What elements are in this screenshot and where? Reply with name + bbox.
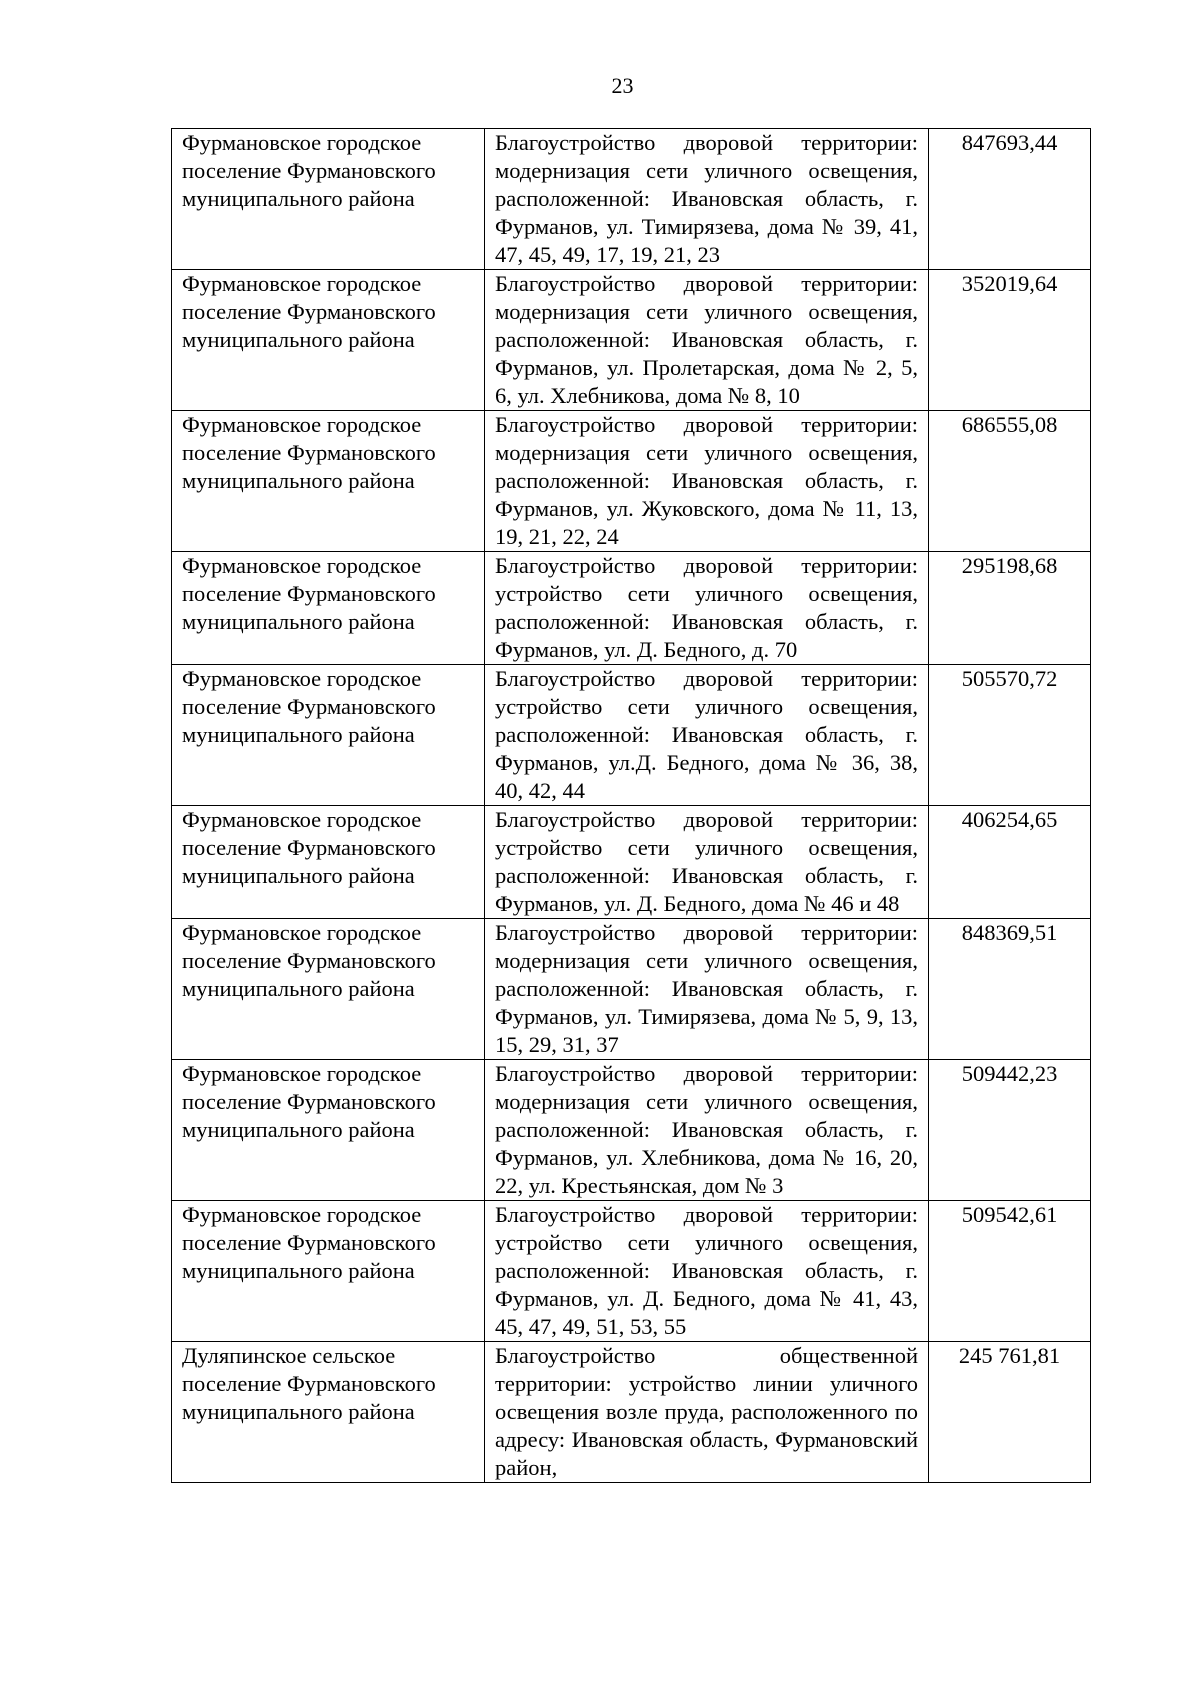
- org-name: Фурмановское городское поселение Фурмановского муниципального района: [182, 130, 436, 211]
- funding-table-body: [172, 129, 1091, 1483]
- table-row: [172, 806, 1091, 919]
- project-description: Благоустройство дворовой территории: устройство сети уличного освещения, расположенной: Ивановская область, г. Фурманов, ул.Д. Бедного, дома № 36, 38, 40, 42, 44: [495, 666, 918, 803]
- org-name: Фурмановское городское поселение Фурмановского муниципального района: [182, 666, 436, 747]
- table-row: [172, 1342, 1091, 1483]
- table-row: [172, 1060, 1091, 1201]
- org-cell: [172, 270, 485, 411]
- description-cell: [485, 1060, 929, 1201]
- amount-cell: [929, 552, 1091, 665]
- amount-cell: [929, 1060, 1091, 1201]
- amount-cell: [929, 411, 1091, 552]
- page-number: 23: [611, 73, 634, 98]
- amount-cell: [929, 919, 1091, 1060]
- amount-cell: [929, 806, 1091, 919]
- org-cell: [172, 552, 485, 665]
- org-name: Фурмановское городское поселение Фурмановского муниципального района: [182, 553, 436, 634]
- amount-cell: [929, 129, 1091, 270]
- description-cell: [485, 919, 929, 1060]
- org-cell: [172, 665, 485, 806]
- amount-value: 847693,44: [961, 130, 1058, 155]
- org-name: Дуляпинское сельское поселение Фурмановского муниципального района: [182, 1343, 436, 1424]
- org-name: Фурмановское городское поселение Фурмановского муниципального района: [182, 1202, 436, 1283]
- amount-cell: [929, 1201, 1091, 1342]
- amount-value: 848369,51: [961, 920, 1058, 945]
- description-cell: [485, 270, 929, 411]
- org-cell: [172, 806, 485, 919]
- description-cell: [485, 1201, 929, 1342]
- table-row: [172, 270, 1091, 411]
- project-description: Благоустройство дворовой территории: модернизация сети уличного освещения, расположенной: Ивановская область, г. Фурманов, ул. Тимирязева, дома № 39, 41, 47, 45, 49, 17, 19, 21, 23: [495, 130, 918, 267]
- amount-value: 686555,08: [961, 412, 1058, 437]
- description-cell: [485, 806, 929, 919]
- table-row: [172, 1201, 1091, 1342]
- amount-value: 509442,23: [961, 1061, 1058, 1086]
- org-name: Фурмановское городское поселение Фурмановского муниципального района: [182, 271, 436, 352]
- funding-table: [171, 128, 1091, 1483]
- amount-value: 505570,72: [961, 666, 1058, 691]
- table-row: [172, 129, 1091, 270]
- org-cell: [172, 129, 485, 270]
- org-name: Фурмановское городское поселение Фурмановского муниципального района: [182, 807, 436, 888]
- amount-value: 352019,64: [961, 271, 1058, 296]
- project-description: Благоустройство дворовой территории: модернизация сети уличного освещения, расположенной: Ивановская область, г. Фурманов, ул. Хлебникова, дома № 16, 20, 22, ул. Крестьянская, дом № 3: [495, 1061, 918, 1198]
- table-row: [172, 665, 1091, 806]
- org-name: Фурмановское городское поселение Фурмановского муниципального района: [182, 412, 436, 493]
- org-cell: [172, 919, 485, 1060]
- project-description: Благоустройство дворовой территории: модернизация сети уличного освещения, расположенной: Ивановская область, г. Фурманов, ул. Жуковского, дома № 11, 13, 19, 21, 22, 24: [495, 412, 918, 549]
- description-cell: [485, 129, 929, 270]
- org-cell: [172, 1342, 485, 1483]
- project-description: Благоустройство общественной территории: устройство линии уличного освещения возле пруда, расположенного по адресу: Ивановская область, Фурмановский район,: [495, 1343, 918, 1480]
- amount-value: 295198,68: [961, 553, 1058, 578]
- table-row: [172, 919, 1091, 1060]
- description-cell: [485, 552, 929, 665]
- project-description: Благоустройство дворовой территории: устройство сети уличного освещения, расположенной: Ивановская область, г. Фурманов, ул. Д. Бедного, дома № 46 и 48: [495, 807, 918, 916]
- amount-cell: [929, 665, 1091, 806]
- org-name: Фурмановское городское поселение Фурмановского муниципального района: [182, 1061, 436, 1142]
- table-row: [172, 552, 1091, 665]
- amount-value: 509542,61: [961, 1202, 1058, 1227]
- project-description: Благоустройство дворовой территории: устройство сети уличного освещения, расположенной: Ивановская область, г. Фурманов, ул. Д. Бедного, д. 70: [495, 553, 918, 662]
- org-cell: [172, 1201, 485, 1342]
- project-description: Благоустройство дворовой территории: устройство сети уличного освещения, расположенной: Ивановская область, г. Фурманов, ул. Д. Бедного, дома № 41, 43, 45, 47, 49, 51, 53, 55: [495, 1202, 918, 1339]
- amount-value: 406254,65: [961, 807, 1058, 832]
- org-name: Фурмановское городское поселение Фурмановского муниципального района: [182, 920, 436, 1001]
- org-cell: [172, 411, 485, 552]
- table-row: [172, 411, 1091, 552]
- description-cell: [485, 1342, 929, 1483]
- amount-cell: [929, 270, 1091, 411]
- amount-value: 245 761,81: [958, 1343, 1061, 1368]
- amount-cell: [929, 1342, 1091, 1483]
- description-cell: [485, 411, 929, 552]
- description-cell: [485, 665, 929, 806]
- project-description: Благоустройство дворовой территории: модернизация сети уличного освещения, расположенной: Ивановская область, г. Фурманов, ул. Пролетарская, дома № 2, 5, 6, ул. Хлебникова, дома № 8, 10: [495, 271, 918, 408]
- project-description: Благоустройство дворовой территории: модернизация сети уличного освещения, расположенной: Ивановская область, г. Фурманов, ул. Тимирязева, дома № 5, 9, 13, 15, 29, 31, 37: [495, 920, 918, 1057]
- org-cell: [172, 1060, 485, 1201]
